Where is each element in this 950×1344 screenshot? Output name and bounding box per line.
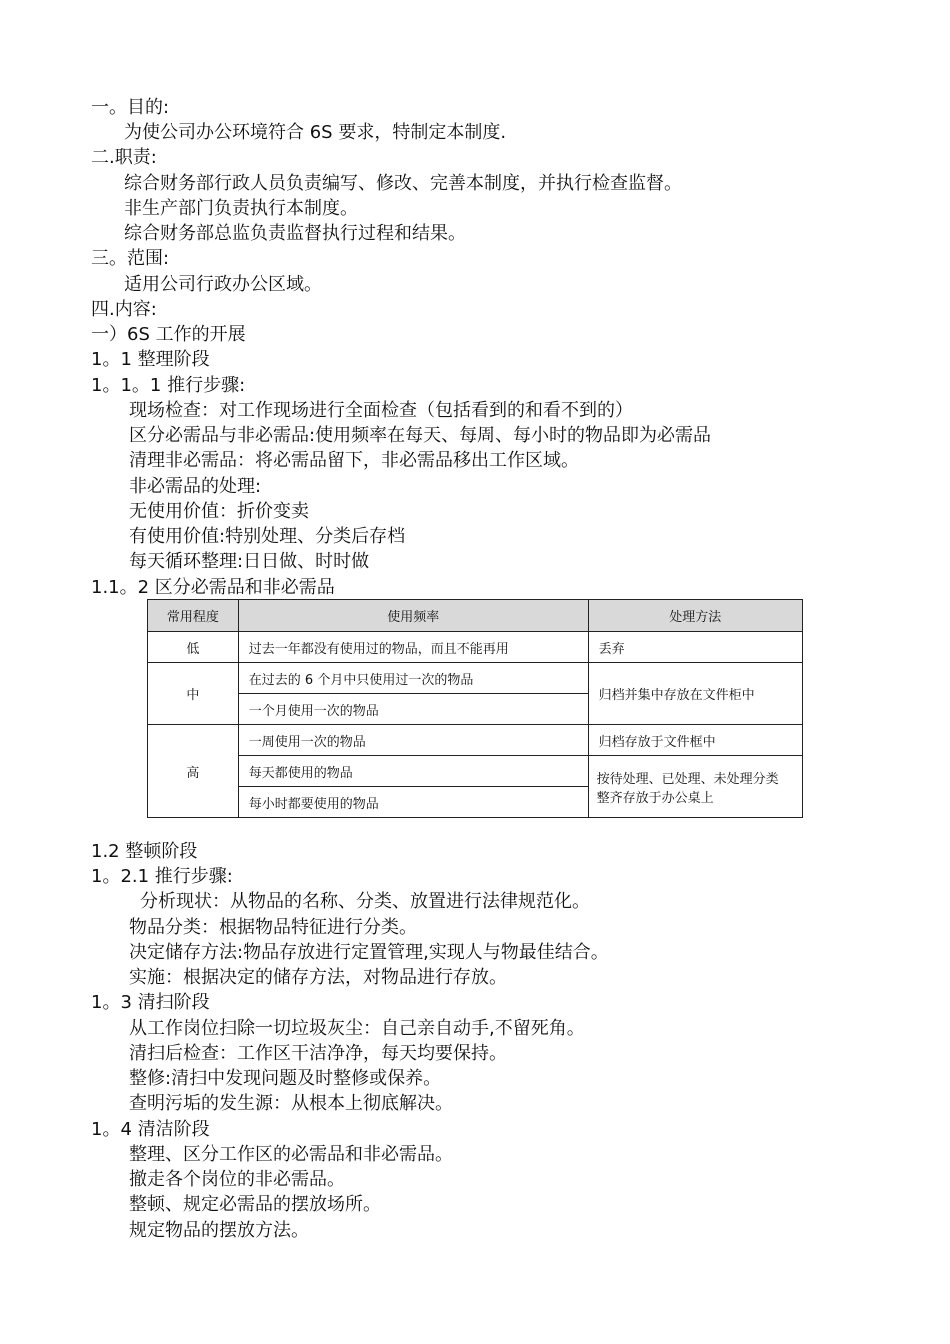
line-section-1-2: 1.2 整顿阶段 — [91, 841, 198, 862]
necessity-table — [147, 599, 803, 818]
method-cell: 归档存放于文件框中 — [588, 725, 802, 756]
line-section-1-3: 1。3 清扫阶段 — [91, 992, 210, 1013]
line-arrange-1: 分析现状：从物品的名称、分类、放置进行法律规范化。 — [140, 891, 590, 912]
table-header: 使用频率 — [238, 600, 588, 632]
table-header: 处理方法 — [588, 600, 802, 632]
method-cell — [588, 756, 802, 818]
table-row — [148, 756, 803, 787]
line-duty-2: 非生产部门负责执行本制度。 — [124, 198, 358, 219]
table-row — [148, 725, 803, 756]
line-step-5: 无使用价值：折价变卖 — [129, 501, 309, 522]
level-cell: 低 — [148, 632, 239, 663]
line-step-6: 有使用价值:特别处理、分类后存档 — [129, 526, 406, 547]
table-row — [148, 663, 803, 694]
level-cell: 高 — [148, 725, 239, 818]
frequency-cell: 过去一年都没有使用过的物品，而且不能再用 — [238, 632, 588, 663]
line-duty-3: 综合财务部总监负责监督执行过程和结果。 — [124, 223, 466, 244]
method-cell: 丢弃 — [588, 632, 802, 663]
line-duty-heading: 二.职责: — [91, 147, 157, 168]
line-section-1-2-1: 1。2.1 推行步骤: — [91, 866, 233, 887]
line-purpose-text: 为使公司办公环境符合 6S 要求，特制定本制度. — [124, 122, 507, 143]
frequency-cell: 每小时都要使用的物品 — [238, 787, 588, 818]
line-arrange-4: 实施：根据决定的储存方法，对物品进行存放。 — [129, 967, 507, 988]
line-tidy-3: 整顿、规定必需品的摆放场所。 — [129, 1194, 381, 1215]
method-line: 按待处理、已处理、未处理分类 — [596, 771, 779, 787]
method-cell: 归档并集中存放在文件柜中 — [588, 663, 802, 725]
line-section-1-1-1: 1。1。1 推行步骤: — [91, 375, 246, 396]
line-arrange-2: 物品分类：根据物品特征进行分类。 — [129, 917, 417, 938]
table-header: 常用程度 — [148, 600, 239, 632]
frequency-cell: 在过去的 6 个月中只使用过一次的物品 — [238, 663, 588, 694]
frequency-cell: 一个月使用一次的物品 — [238, 694, 588, 725]
line-clean-2: 清扫后检查：工作区干洁净净，每天均要保持。 — [129, 1043, 507, 1064]
line-step-4: 非必需品的处理: — [129, 476, 262, 497]
level-cell: 中 — [148, 663, 239, 725]
line-section-1-1-2: 1.1。2 区分必需品和非必需品 — [91, 577, 335, 598]
line-arrange-3: 决定储存方法:物品存放进行定置管理,实现人与物最佳结合。 — [129, 942, 609, 963]
line-tidy-2: 撤走各个岗位的非必需品。 — [129, 1169, 345, 1190]
line-tidy-4: 规定物品的摆放方法。 — [129, 1220, 309, 1241]
line-clean-4: 查明污垢的发生源：从根本上彻底解决。 — [129, 1093, 453, 1114]
line-clean-1: 从工作岗位扫除一切垃圾灰尘：自己亲自动手,不留死角。 — [129, 1018, 585, 1039]
line-clean-3: 整修:清扫中发现问题及时整修或保养。 — [129, 1068, 442, 1089]
line-step-2: 区分必需品与非必需品:使用频率在每天、每周、每小时的物品即为必需品 — [129, 425, 712, 446]
table-row — [148, 632, 803, 663]
line-step-7: 每天循环整理:日日做、时时做 — [129, 551, 370, 572]
frequency-cell: 每天都使用的物品 — [238, 756, 588, 787]
line-section-1-4: 1。4 清洁阶段 — [91, 1119, 210, 1140]
line-tidy-1: 整理、区分工作区的必需品和非必需品。 — [129, 1144, 453, 1165]
line-section-6s: 一）6S 工作的开展 — [91, 324, 246, 345]
line-purpose-heading: 一。目的: — [91, 97, 170, 118]
frequency-cell: 一周使用一次的物品 — [238, 725, 588, 756]
line-scope-text: 适用公司行政办公区域。 — [124, 274, 322, 295]
line-content-heading: 四.内容: — [91, 299, 157, 320]
line-step-1: 现场检查：对工作现场进行全面检查（包括看到的和看不到的） — [129, 400, 633, 421]
line-section-1-1: 1。1 整理阶段 — [91, 349, 210, 370]
line-duty-1: 综合财务部行政人员负责编写、修改、完善本制度，并执行检查监督。 — [124, 173, 682, 194]
line-scope-heading: 三。范围: — [91, 248, 170, 269]
method-line: 整齐存放于办公桌上 — [596, 790, 714, 806]
table-header-row — [148, 600, 803, 632]
line-step-3: 清理非必需品：将必需品留下，非必需品移出工作区域。 — [129, 450, 579, 471]
